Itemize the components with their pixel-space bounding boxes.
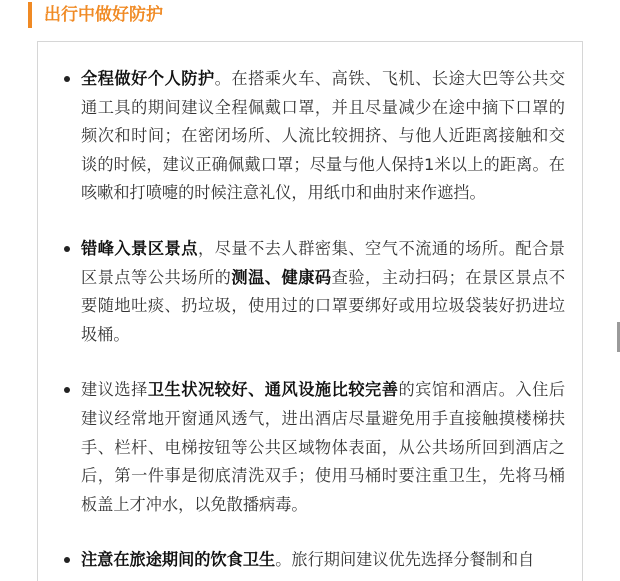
content-card: [37, 41, 583, 581]
tip-4-text: 。旅行期间建议优先选择分餐制和自: [275, 550, 535, 570]
tip-item-personal-protection: [81, 65, 565, 208]
tip-2-heading: 错峰入景区景点: [81, 238, 198, 258]
section-title-text: 出行中做好防护: [44, 5, 163, 25]
tip-1-heading: 全程做好个人防护: [81, 69, 215, 88]
tip-2-text: ，尽量不去人群密集、空气不流通的场所。配合景区景点等公共场所的: [81, 238, 565, 287]
tip-2-emphasis: 测温、健康码: [231, 267, 332, 287]
tip-4-heading: 注意在旅途期间的饮食卫生: [81, 550, 276, 570]
tip-3-text: 的宾馆和酒店。入住后建议经常地开窗通风透气，进出酒店尽量避免用手直接触摸楼梯扶手、栏杆、电梯按钮等公共区域物体表面，从公共场所回到酒店之后，第一件事是彻底清洗双手；使用马桶时要注重卫生，先将马桶板盖上才冲水，以免散播病毒。: [81, 380, 566, 514]
tip-2-text-continued: 查验，主动扫码；在景区景点不要随地吐痰、扔垃圾，使用过的口罩要绑好或用垃圾袋装好扔进垃圾桶。: [81, 267, 566, 344]
tip-3-text-lead: 建议选择: [81, 380, 148, 400]
tip-item-food-hygiene: [81, 546, 565, 575]
tip-3-emphasis: 卫生状况较好、通风设施比较完善: [147, 380, 399, 400]
section-title: [28, 2, 163, 28]
tip-list: [81, 65, 565, 581]
tip-item-off-peak-scenic: [81, 235, 565, 349]
tip-1-text: 。在搭乘火车、高铁、飞机、长途大巴等公共交通工具的期间建议全程佩戴口罩，并且尽量减少在途中摘下口罩的频次和时间；在密闭场所、人流比较拥挤、与他人近距离接触和交谈的时候，建议正确佩戴口罩；尽量与他人保持1米以上的距离。在咳嗽和打喷嚏的时候注意礼仪，用纸巾和曲肘来作遮挡。: [81, 69, 566, 203]
tip-item-hotel-choice: [81, 376, 565, 519]
